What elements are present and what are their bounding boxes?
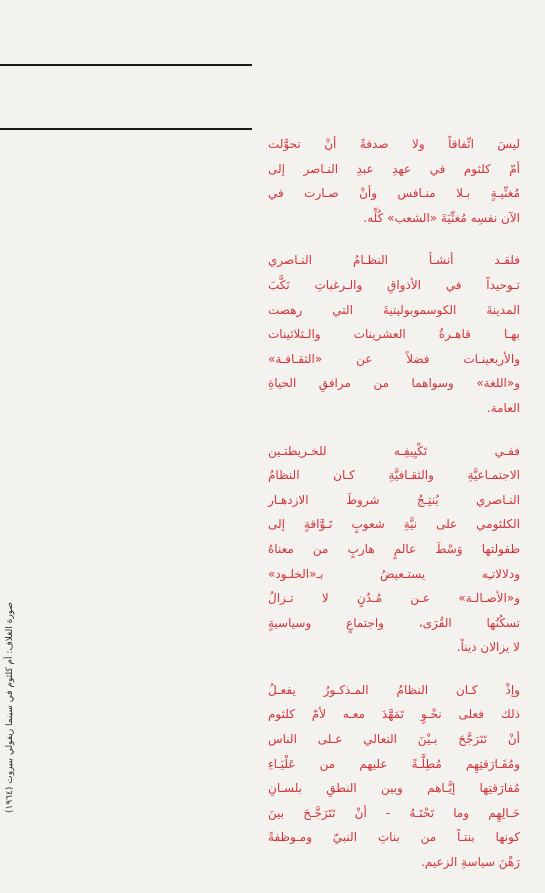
text-line: و«الأصـالـة» عـن مُـدُنٍ لا تـزالُ <box>268 591 520 606</box>
text-line: ففـي تَكْيِيفِـه للخـريطتـين <box>268 443 520 458</box>
text-line: و«اللغة» وسواهما من مرافقِ الحياةِ <box>268 376 520 391</box>
text-line: الاجتمـاعيَّةِ والثقـافيَّةِ كـان النظامُ <box>268 468 520 483</box>
text-line: أمّ كلثوم في عهدِ عبدِ النـاصر إلى <box>268 161 520 176</box>
text-line: لا يزالان ديناً. <box>456 640 520 655</box>
text-line: ودلالاتـِه يستـعيضُ بـ«الخلـود» <box>268 566 520 581</box>
text-line: طفولتها وَسْطَ عالمٍ هاربٍ من معناهُ <box>268 541 520 556</box>
text-line: حَـالِهِم وما تَحْتَـهُ - أنْ تَتَرَجَّـحَ بينَ <box>268 805 520 820</box>
paragraph-4 <box>268 678 520 875</box>
text-line: المدينةَ الكوسموبوليتيةَ التي رهصت <box>268 302 520 317</box>
text-line: الكلثومي على نيَّةِ شعوبٍ تَـوَّاقةٍ إلى <box>268 517 520 532</box>
text-line: الآن نفسِه مُغنِّيَةَ «الشعب» كُلِّه. <box>363 210 520 225</box>
text-line: كونها بنتـاً من بناتِ النبيّ ومـوظفةً <box>268 830 520 845</box>
text-line: تسكُنُها القُرَى، واجتماعٍ وسياسيةٍ <box>268 615 520 630</box>
text-line: فلقـد أنشـأ النظـامُ النـاصري <box>268 253 520 268</box>
paragraph-3 <box>268 439 520 660</box>
body-text <box>268 132 520 893</box>
text-line: تـوحيداً في الأذواقِ والـرغباتِ نَكَّبَ <box>268 277 520 292</box>
text-line: مُفارَقتِها إيَّـاهم وبين النطقِ بلسـانِ <box>268 781 520 796</box>
text-line: أنْ تَتَرَجَّحَ بـيْنَ التعالي عـلى الناس <box>268 732 520 747</box>
cover-photo-caption: صورة الغلاف: أم كلثوم في سينما ريفولي ببيروت (١٩٦٤) <box>5 602 15 813</box>
text-line: رَهْنَ سياسةِ الزعيم. <box>421 855 520 870</box>
text-line: العامة. <box>486 400 520 415</box>
text-line: والأربعينـات فضلاً عن «الثقـافـة» <box>268 351 520 366</box>
text-line: مُغنِّيـةٍ بـلا منـافس وأنْ صـارت في <box>268 186 520 201</box>
paragraph-2 <box>268 248 520 420</box>
text-line: ليسَ اتِّفاقاً ولا صدفةً أنْ تحوَّلت <box>268 137 520 151</box>
top-rule <box>0 64 252 66</box>
paragraph-1 <box>268 132 520 230</box>
middle-rule <box>0 128 252 130</box>
text-line: ذلك فعلى نحْـوٍ تَمَهَّدَ معـه لأمّ كلثوم <box>268 707 520 722</box>
text-line: بهـا قاهـرةُ العشرينات والـثلاثينات <box>268 327 520 342</box>
text-line: وإذْ كـان النظامُ المـذكـورُ يفعـلُ <box>268 682 520 697</box>
text-line: النـاصري يُنتِـجُ شروطَ الازدهـار <box>268 492 520 507</box>
text-line: ومُفَـارَقتِهِم مُطِلَّـةً عليهم من عَلْيَـاءِ <box>268 756 520 771</box>
